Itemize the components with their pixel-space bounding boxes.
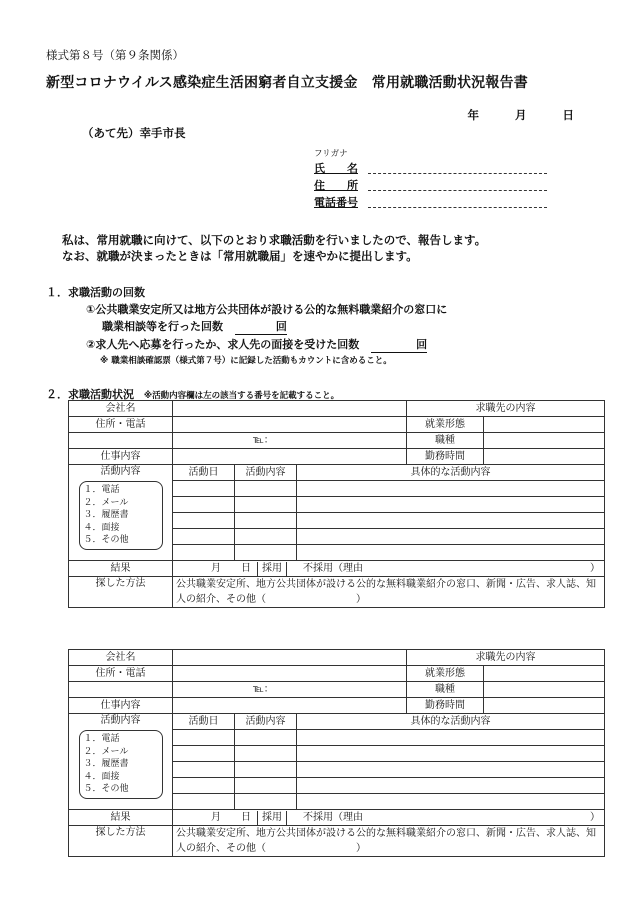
work-hours-input[interactable] xyxy=(484,449,605,465)
activity-content-input[interactable] xyxy=(235,513,297,529)
activity-date-input[interactable] xyxy=(173,746,235,762)
method-label: 探した方法 xyxy=(69,826,173,857)
section2-heading: ２．求職活動状況 ※活動内容欄は左の該当する番号を記載すること。 xyxy=(46,388,340,401)
activity-content-input[interactable] xyxy=(235,778,297,794)
activity-date-input[interactable] xyxy=(173,730,235,746)
section1-heading: １．求職活動の回数 xyxy=(46,286,145,299)
specific-activity-input[interactable] xyxy=(297,746,605,762)
work-hours-label: 勤務時間 xyxy=(407,449,484,465)
activity-option: ２．メール xyxy=(83,746,129,757)
activity-date-input[interactable] xyxy=(173,762,235,778)
specific-activity-input[interactable] xyxy=(297,545,605,561)
activity-options-list xyxy=(79,730,163,799)
job-activity-table-2 xyxy=(68,649,605,857)
section2-note: ※活動内容欄は左の該当する番号を記載すること。 xyxy=(143,391,340,401)
company-label: 会社名 xyxy=(69,650,173,666)
work-hours-input[interactable] xyxy=(484,698,605,714)
activity-option: ３．履歴書 xyxy=(83,759,129,769)
not-hired-option[interactable]: 不採用（理由 xyxy=(303,562,363,574)
item1-count-field[interactable]: 回 xyxy=(235,318,287,335)
occupation-label: 職種 xyxy=(407,682,484,698)
job-details-label: 求職先の内容 xyxy=(407,401,605,417)
result-label: 結果 xyxy=(69,810,173,826)
specific-activity-input[interactable] xyxy=(297,762,605,778)
activity-label: 活動内容 xyxy=(100,466,141,477)
address-input[interactable] xyxy=(173,417,407,433)
activity-content-label: 活動内容 xyxy=(235,465,297,481)
item1-count-label: 職業相談等を行った回数 xyxy=(102,320,223,333)
activity-date-input[interactable] xyxy=(173,545,235,561)
form-title: 新型コロナウイルス感染症生活困窮者自立支援金 常用就職活動状況報告書 xyxy=(46,75,528,91)
activity-option: ３．履歴書 xyxy=(83,510,129,520)
job-content-input[interactable] xyxy=(173,698,407,714)
activity-label: 活動内容 xyxy=(100,715,141,726)
specific-activity-input[interactable] xyxy=(297,481,605,497)
address-field[interactable] xyxy=(314,177,547,193)
furigana-label: フリガナ xyxy=(314,149,348,159)
employment-type-label: 就業形態 xyxy=(407,666,484,682)
job-content-input[interactable] xyxy=(173,449,407,465)
activity-date-label: 活動日 xyxy=(173,714,235,730)
specific-activity-input[interactable] xyxy=(297,730,605,746)
activity-content-input[interactable] xyxy=(235,730,297,746)
activity-option: ４．面接 xyxy=(83,522,120,533)
tel-input[interactable]: ℡： xyxy=(173,682,407,698)
company-input[interactable] xyxy=(173,401,407,417)
phone-label: 電話番号 xyxy=(314,196,358,209)
activity-date-input[interactable] xyxy=(173,497,235,513)
occupation-input[interactable] xyxy=(484,682,605,698)
activity-label-cell xyxy=(69,465,173,561)
address-input[interactable] xyxy=(173,666,407,682)
item1-line2 xyxy=(102,318,287,335)
activity-option: ４．面接 xyxy=(83,771,120,782)
activity-date-label: 活動日 xyxy=(173,465,235,481)
item2-count-label: ②求人先へ応募を行ったか、求人先の面接を受けた回数 xyxy=(86,338,360,351)
company-input[interactable] xyxy=(173,650,407,666)
name-field[interactable] xyxy=(314,160,547,176)
activity-date-input[interactable] xyxy=(173,529,235,545)
activity-content-input[interactable] xyxy=(235,794,297,810)
tel-input[interactable]: ℡： xyxy=(173,433,407,449)
result-label: 結果 xyxy=(69,561,173,577)
form-number: 様式第８号（第９条関係） xyxy=(46,48,184,62)
result-row[interactable]: 月 日 採用 不採用（理由 ） xyxy=(173,561,605,577)
phone-field[interactable] xyxy=(314,194,547,210)
activity-date-input[interactable] xyxy=(173,778,235,794)
result-row[interactable]: 月 日 採用 不採用（理由 ） xyxy=(173,810,605,826)
item2-line xyxy=(86,336,427,353)
address-label: 住 所 xyxy=(314,179,358,192)
name-label: 氏 名 xyxy=(314,162,358,175)
hired-option[interactable]: 採用 xyxy=(258,562,287,576)
occupation-input[interactable] xyxy=(484,433,605,449)
job-content-label: 仕事内容 xyxy=(69,449,173,465)
activity-content-input[interactable] xyxy=(235,762,297,778)
date-line xyxy=(432,107,575,123)
specific-activity-input[interactable] xyxy=(297,497,605,513)
statement-line-1: 私は、常用就職に向けて、以下のとおり求職活動を行いましたので、報告します。 xyxy=(62,233,487,247)
method-text[interactable]: 公共職業安定所、地方公共団体が設ける公的な無料職業紹介の窓口、新聞・広告、求人誌、知人の紹介、その他（ ） xyxy=(173,577,605,608)
activity-option: ５．その他 xyxy=(83,784,129,794)
activity-label-cell xyxy=(69,714,173,810)
item2-count-field[interactable]: 回 xyxy=(371,336,427,353)
specific-activity-input[interactable] xyxy=(297,513,605,529)
method-label: 探した方法 xyxy=(69,577,173,608)
job-details-label: 求職先の内容 xyxy=(407,650,605,666)
activity-content-input[interactable] xyxy=(235,481,297,497)
specific-activity-input[interactable] xyxy=(297,529,605,545)
job-activity-table-1 xyxy=(68,400,605,608)
employment-type-input[interactable] xyxy=(484,417,605,433)
address-phone-label: 住所・電話 xyxy=(69,666,173,682)
method-text[interactable]: 公共職業安定所、地方公共団体が設ける公的な無料職業紹介の窓口、新聞・広告、求人誌、知人の紹介、その他（ ） xyxy=(173,826,605,857)
work-hours-label: 勤務時間 xyxy=(407,698,484,714)
employment-type-label: 就業形態 xyxy=(407,417,484,433)
activity-option: ２．メール xyxy=(83,497,129,508)
activity-content-input[interactable] xyxy=(235,529,297,545)
not-hired-option[interactable]: 不採用（理由 xyxy=(303,811,363,823)
activity-content-input[interactable] xyxy=(235,746,297,762)
company-label: 会社名 xyxy=(69,401,173,417)
occupation-label: 職種 xyxy=(407,433,484,449)
activity-option: １．電話 xyxy=(83,734,120,744)
activity-option: ５．その他 xyxy=(83,535,129,545)
statement-line-2: なお、就職が決まったときは「常用就職届」を速やかに提出します。 xyxy=(62,249,418,263)
date-year[interactable]: 年 xyxy=(467,108,479,122)
activity-date-input[interactable] xyxy=(173,794,235,810)
hired-option[interactable]: 採用 xyxy=(258,811,287,825)
job-content-label: 仕事内容 xyxy=(69,698,173,714)
activity-content-input[interactable] xyxy=(235,497,297,513)
specific-activity-input[interactable] xyxy=(297,794,605,810)
section1-note: ※ 職業相談確認票（様式第７号）に記録した活動もカウントに含めること。 xyxy=(100,356,392,366)
activity-date-input[interactable] xyxy=(173,513,235,529)
specific-activity-input[interactable] xyxy=(297,778,605,794)
address-phone-label: 住所・電話 xyxy=(69,417,173,433)
addressee: （あて先）幸手市長 xyxy=(82,126,186,140)
item1-line1: ①公共職業安定所又は地方公共団体が設ける公的な無料職業紹介の窓口に xyxy=(86,303,448,316)
activity-option: １．電話 xyxy=(83,485,120,495)
specific-activity-label: 具体的な活動内容 xyxy=(297,465,605,481)
activity-options-list xyxy=(79,481,163,550)
specific-activity-label: 具体的な活動内容 xyxy=(297,714,605,730)
employment-type-input[interactable] xyxy=(484,666,605,682)
activity-content-input[interactable] xyxy=(235,545,297,561)
date-day[interactable]: 日 xyxy=(562,108,574,122)
date-month[interactable]: 月 xyxy=(515,108,527,122)
activity-content-label: 活動内容 xyxy=(235,714,297,730)
activity-date-input[interactable] xyxy=(173,481,235,497)
